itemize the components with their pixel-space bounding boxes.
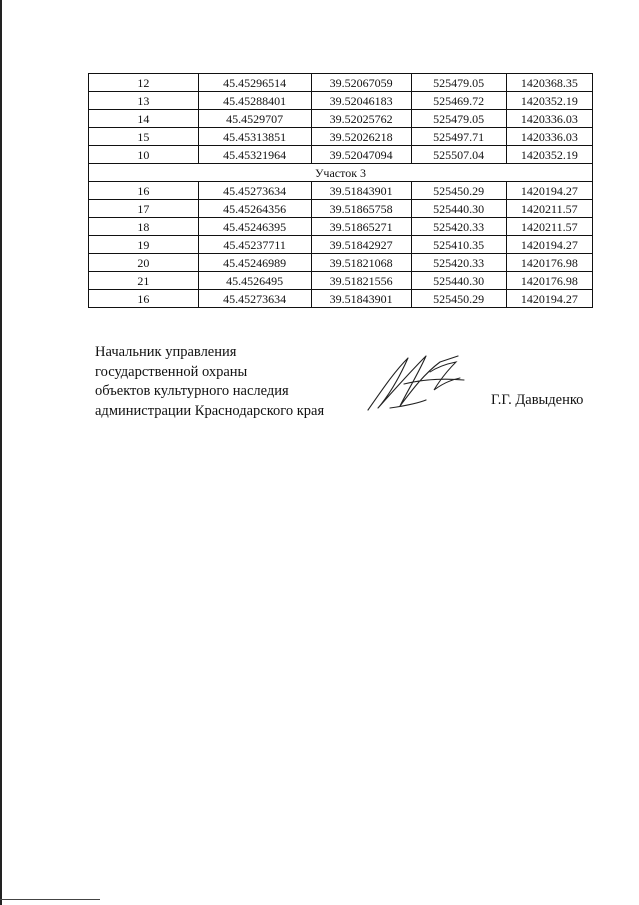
position-line: администрации Краснодарского края: [95, 402, 325, 419]
longitude-cell: 39.51821068: [311, 254, 411, 272]
table-row: [89, 146, 593, 164]
latitude-cell: 45.45264356: [198, 200, 311, 218]
position-line: Начальник управления: [95, 344, 237, 360]
longitude-cell: 39.51821556: [311, 272, 411, 290]
latitude-cell: 45.45246395: [198, 218, 311, 236]
longitude-cell: 39.52046183: [311, 92, 411, 110]
y-coordinate-cell: 1420194.27: [506, 182, 592, 200]
y-coordinate-cell: 1420176.98: [506, 272, 592, 290]
x-coordinate-cell: 525450.29: [411, 182, 506, 200]
latitude-cell: 45.45237711: [198, 236, 311, 254]
point-number-cell: 13: [89, 92, 199, 110]
x-coordinate-cell: 525440.30: [411, 200, 506, 218]
longitude-cell: 39.52025762: [311, 110, 411, 128]
table-row: [89, 218, 593, 236]
x-coordinate-cell: 525497.71: [411, 128, 506, 146]
footer-rule: [0, 899, 100, 900]
coordinates-table: [88, 73, 593, 308]
table-row: [89, 290, 593, 308]
table-row: [89, 128, 593, 146]
y-coordinate-cell: 1420176.98: [506, 254, 592, 272]
x-coordinate-cell: 525440.30: [411, 272, 506, 290]
table-row: [89, 74, 593, 92]
signatory-name: Г.Г. Давыденко: [491, 392, 584, 408]
latitude-cell: 45.45313851: [198, 128, 311, 146]
longitude-cell: 39.51842927: [311, 236, 411, 254]
y-coordinate-cell: 1420336.03: [506, 128, 592, 146]
signatory-position: [95, 343, 324, 421]
longitude-cell: 39.51865758: [311, 200, 411, 218]
x-coordinate-cell: 525507.04: [411, 146, 506, 164]
table-row: [89, 254, 593, 272]
latitude-cell: 45.45288401: [198, 92, 311, 110]
point-number-cell: 18: [89, 218, 199, 236]
y-coordinate-cell: 1420336.03: [506, 110, 592, 128]
latitude-cell: 45.45246989: [198, 254, 311, 272]
x-coordinate-cell: 525410.35: [411, 236, 506, 254]
longitude-cell: 39.51843901: [311, 290, 411, 308]
point-number-cell: 20: [89, 254, 199, 272]
point-number-cell: 14: [89, 110, 199, 128]
y-coordinate-cell: 1420352.19: [506, 146, 592, 164]
point-number-cell: 19: [89, 236, 199, 254]
point-number-cell: 21: [89, 272, 199, 290]
table-row: [89, 236, 593, 254]
section-label: Участок 3: [89, 164, 593, 182]
x-coordinate-cell: 525420.33: [411, 218, 506, 236]
table-row: [89, 182, 593, 200]
section-header-row: [89, 164, 593, 182]
latitude-cell: 45.45296514: [198, 74, 311, 92]
longitude-cell: 39.51865271: [311, 218, 411, 236]
table-row: [89, 92, 593, 110]
point-number-cell: 17: [89, 200, 199, 218]
x-coordinate-cell: 525450.29: [411, 290, 506, 308]
point-number-cell: 15: [89, 128, 199, 146]
latitude-cell: 45.45273634: [198, 182, 311, 200]
point-number-cell: 12: [89, 74, 199, 92]
latitude-cell: 45.4529707: [198, 110, 311, 128]
x-coordinate-cell: 525469.72: [411, 92, 506, 110]
longitude-cell: 39.52026218: [311, 128, 411, 146]
x-coordinate-cell: 525479.05: [411, 74, 506, 92]
point-number-cell: 10: [89, 146, 199, 164]
y-coordinate-cell: 1420211.57: [506, 200, 592, 218]
y-coordinate-cell: 1420194.27: [506, 290, 592, 308]
table-row: [89, 110, 593, 128]
x-coordinate-cell: 525420.33: [411, 254, 506, 272]
y-coordinate-cell: 1420352.19: [506, 92, 592, 110]
y-coordinate-cell: 1420211.57: [506, 218, 592, 236]
latitude-cell: 45.45273634: [198, 290, 311, 308]
latitude-cell: 45.4526495: [198, 272, 311, 290]
y-coordinate-cell: 1420194.27: [506, 236, 592, 254]
y-coordinate-cell: 1420368.35: [506, 74, 592, 92]
handwritten-signature: [360, 350, 470, 416]
coordinates-table-body: [89, 74, 593, 308]
point-number-cell: 16: [89, 182, 199, 200]
table-row: [89, 200, 593, 218]
table-row: [89, 272, 593, 290]
point-number-cell: 16: [89, 290, 199, 308]
position-line: государственной охраны: [95, 363, 248, 380]
longitude-cell: 39.52067059: [311, 74, 411, 92]
latitude-cell: 45.45321964: [198, 146, 311, 164]
position-line: объектов культурного наследия: [95, 383, 289, 399]
x-coordinate-cell: 525479.05: [411, 110, 506, 128]
longitude-cell: 39.52047094: [311, 146, 411, 164]
longitude-cell: 39.51843901: [311, 182, 411, 200]
page-edge-left: [0, 0, 2, 905]
